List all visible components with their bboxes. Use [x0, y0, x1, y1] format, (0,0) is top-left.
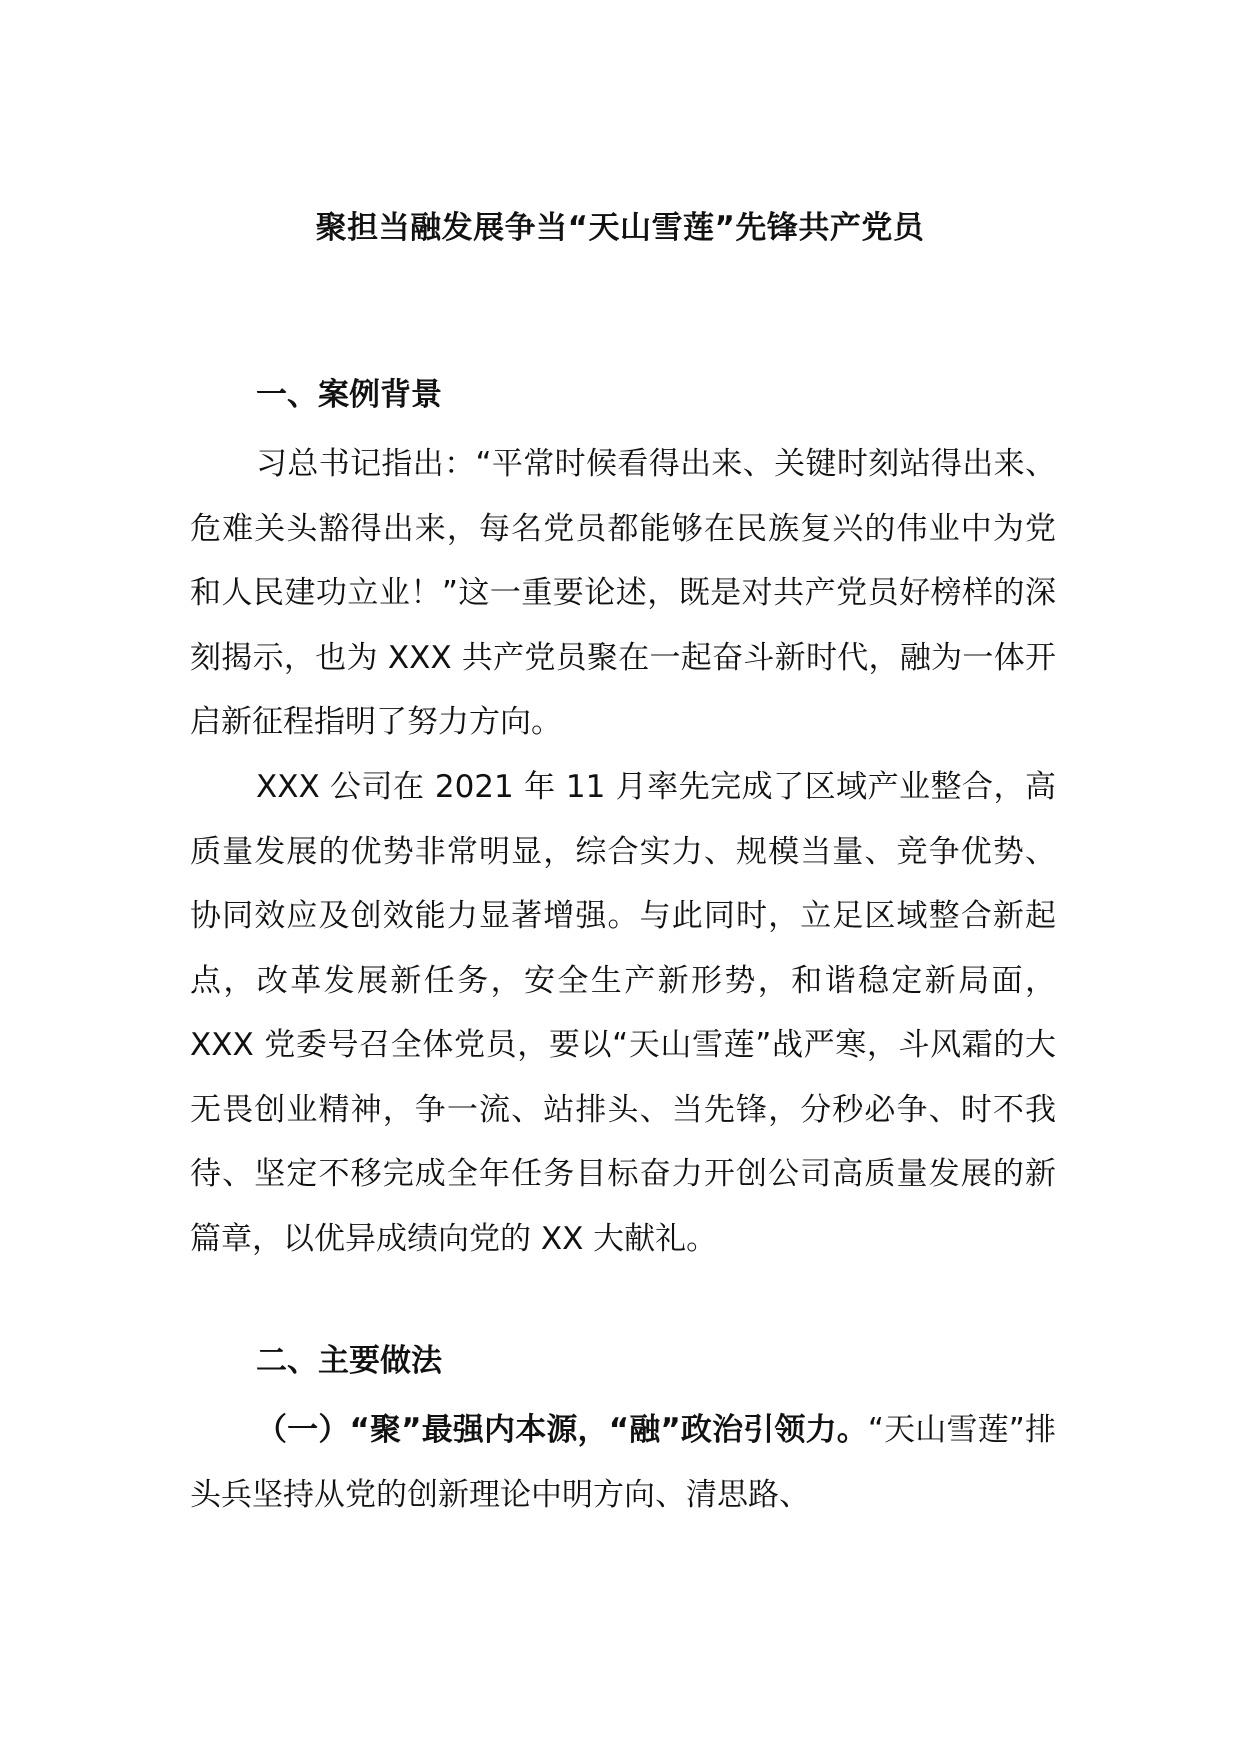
section-heading-background: 一、案例背景	[256, 377, 442, 413]
subsection-heading: （一）“聚”最强内本源，“融”政治引领力。	[256, 1412, 868, 1448]
document-title: 聚担当融发展争当“天山雪莲”先锋共产党员	[315, 210, 925, 246]
paragraph-quote: 习总书记指出：“平常时候看得出来、关键时刻站得出来、危难关头豁得出来，每名党员都能够在民族复兴的伟业中为党和人民建功立业！”这一重要论述，既是对共产党员好榜样的深刻揭示，也为 XXX 共产党员聚在一起奋斗新时代，融为一体开启新征程指明了努力方向。	[190, 446, 1056, 740]
section-heading-methods: 二、主要做法	[256, 1343, 442, 1379]
paragraph-company: XXX 公司在 2021 年 11 月率先完成了区域产业整合，高质量发展的优势非常明显，综合实力、规模当量、竞争优势、协同效应及创效能力显著增强。与此同时，立足区域整合新起点，改革发展新任务，安全生产新形势，和谐稳定新局面，XXX 党委号召全体党员，要以“天山雪莲”战严寒，斗风霜的大无畏创业精神，争一流、站排头、当先锋，分秒必争、时不我待、坚定不移完成全年任务目标奋力开创公司高质量发展的新篇章，以优异成绩向党的 XX 大献礼。	[190, 769, 1056, 1257]
subsection-text: “天山雪莲”排头兵坚持从党的创新理论中明方向、清思路、	[190, 1412, 1056, 1513]
paragraph-subsection	[190, 1398, 1056, 1527]
